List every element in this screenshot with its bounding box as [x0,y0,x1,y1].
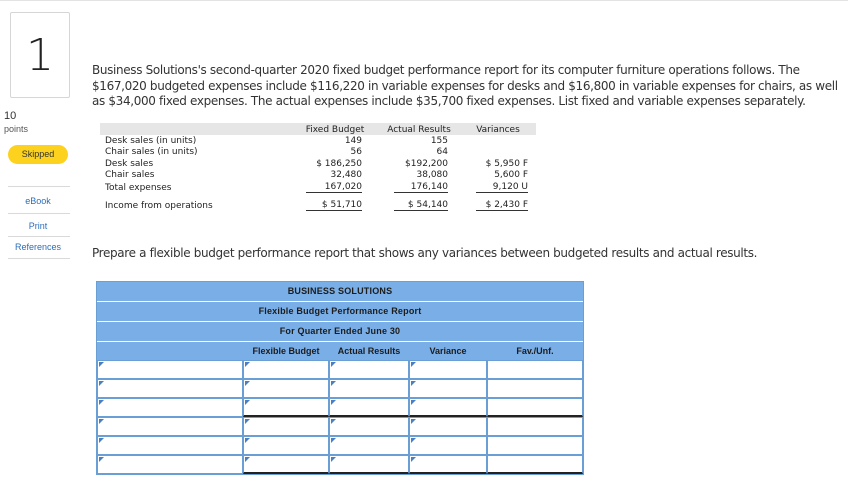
flexible-budget-input[interactable] [243,436,329,455]
column-header-fav-unf: Fav./Unf. [516,346,554,356]
row-label-input[interactable] [97,455,243,474]
fixed-row-actual: 176,140 [394,182,448,193]
fixed-row-label: Desk sales (in units) [105,136,197,146]
table-row [97,360,583,379]
column-header-label [97,342,243,360]
actual-results-input[interactable] [329,379,409,398]
actual-results-header: Actual Results [387,125,451,135]
fixed-row-budget: 149 [344,136,362,146]
variance-input[interactable] [409,417,487,436]
references-link[interactable]: References [14,242,62,252]
table-row [97,398,583,417]
row-label-input[interactable] [97,379,243,398]
column-header-row [97,342,583,360]
fixed-row-budget: 167,020 [306,182,362,193]
fixed-row-actual: 38,080 [416,170,448,180]
table-row [97,455,583,474]
column-header-variance: Variance [429,346,467,356]
fixed-row-actual: 155 [430,136,448,146]
column-header-actual-results: Actual Results [337,346,401,356]
fixed-row-budget: $ 51,710 [306,200,362,211]
question-number: 1 [26,29,54,81]
fixed-row-actual: $192,200 [405,159,448,169]
fixed-row-label: Desk sales [105,159,154,169]
fav-unf-select[interactable] [487,455,583,474]
actual-results-input[interactable] [329,455,409,474]
fixed-row-variance: $ 2,430 F [476,200,528,211]
fixed-budget-header: Fixed Budget [305,125,365,135]
variance-input[interactable] [409,455,487,474]
fixed-row-label: Income from operations [105,201,213,211]
fav-unf-select[interactable] [487,436,583,455]
variance-input[interactable] [409,436,487,455]
question-text: Business Solutions's second-quarter 2020 fixed budget performance report for its computer furniture operations follows. The $167,020 budgeted expenses include $116,220 in variable expenses for desks and $16,800 in variable expenses for chairs, as well as $34,000 fixed expenses. The actual expenses include $35,700 fixed expenses. List fixed and variable expenses separately. [92,63,838,108]
fav-unf-select[interactable] [487,417,583,436]
table-row [97,436,583,455]
side-divider [8,213,70,214]
actual-results-input[interactable] [329,436,409,455]
flexible-budget-input[interactable] [243,398,329,417]
fixed-row-actual: $ 54,140 [394,200,448,211]
actual-results-input[interactable] [329,360,409,379]
fav-unf-select[interactable] [487,360,583,379]
fav-unf-select[interactable] [487,398,583,417]
variance-input[interactable] [409,379,487,398]
table-row [97,417,583,436]
fixed-row-variance: 5,600 F [494,170,528,180]
question-number-box [10,12,70,98]
actual-results-input[interactable] [329,417,409,436]
variance-input[interactable] [409,360,487,379]
fixed-row-actual: 64 [436,147,448,157]
row-label-input[interactable] [97,398,243,417]
fixed-row-variance: $ 5,950 F [485,159,528,169]
side-divider [8,186,70,187]
fixed-row-budget: 32,480 [330,170,362,180]
row-label-input[interactable] [97,436,243,455]
table-row [97,379,583,398]
print-link[interactable]: Print [28,221,48,231]
row-label-input[interactable] [97,417,243,436]
fav-unf-select[interactable] [487,379,583,398]
variance-input[interactable] [409,398,487,417]
row-label-input[interactable] [97,360,243,379]
column-header-flexible-budget: Flexible Budget [252,346,320,356]
points-label: points [4,124,29,134]
flexible-budget-input[interactable] [243,417,329,436]
fixed-row-label: Chair sales [105,170,155,180]
flexible-budget-input[interactable] [243,360,329,379]
ebook-link[interactable]: eBook [25,196,51,206]
instruction-text: Prepare a flexible budget performance report that shows any variances between budgeted results and actual results. [92,246,758,260]
fixed-budget-report [100,123,536,218]
company-name: BUSINESS SOLUTIONS [97,282,583,302]
side-divider [8,258,70,259]
fixed-row-budget: 56 [350,147,362,157]
actual-results-input[interactable] [329,398,409,417]
variances-header: Variances [476,125,520,135]
flexible-budget-input[interactable] [243,455,329,474]
fixed-row-variance: 9,120 U [476,182,528,193]
fixed-row-label: Total expenses [105,183,172,193]
fixed-row-budget: $ 186,250 [316,159,362,169]
report-title: Flexible Budget Performance Report [97,302,583,322]
report-period: For Quarter Ended June 30 [97,322,583,342]
flexible-budget-input[interactable] [243,379,329,398]
flexible-budget-answer-table [96,281,584,475]
side-divider [8,236,70,237]
top-divider [0,0,848,1]
status-badge: Skipped [8,145,68,164]
fixed-row-label: Chair sales (in units) [105,147,198,157]
points-value: 10 [4,110,17,122]
